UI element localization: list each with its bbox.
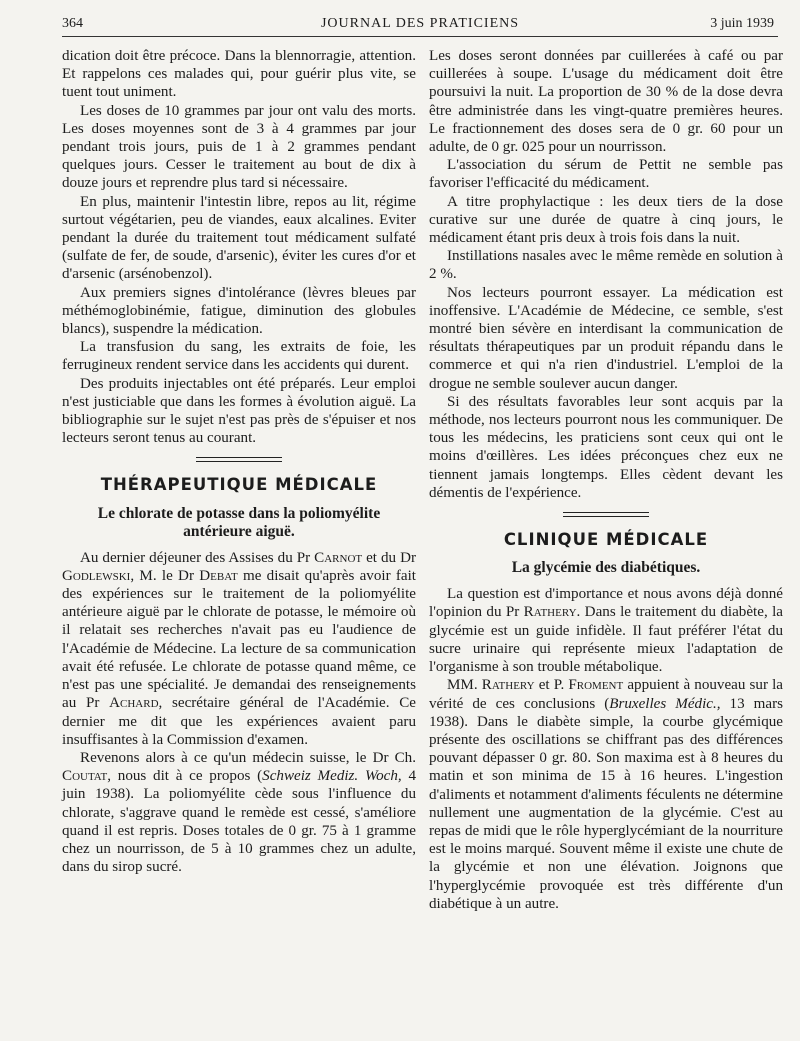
paragraph: A titre prophylactique : les deux tiers de la dose curative sur une durée de quatre à cinq jours, le médicament étant pris deux à trois fois dans la nuit.: [429, 193, 783, 247]
paragraph: Les doses de 10 grammes par jour ont valu des morts. Les doses moyennes sont de 3 à 4 grammes par jour pendant trois jours, puis de 1 à 2 grammes pendant quelques jours. Cesser le traitement au bout de dix à douze jours et reprendre plus tard si nécessaire.: [62, 102, 416, 192]
section-title: THÉRAPEUTIQUE MÉDICALE: [100, 475, 378, 495]
journal-reference: Schweiz Mediz. Woch,: [262, 768, 402, 785]
article-title: Le chlorate de potasse dans la poliomyélite antérieure aiguë.: [97, 504, 381, 540]
paragraph: dication doit être précoce. Dans la blennorragie, attention. Et rappelons ces malades qui, pour guérir plus vite, se tuent tout uniment.: [62, 48, 416, 101]
author-name: Coutat: [62, 768, 108, 785]
paragraph: Les doses seront données par cuillerées à café ou par cuillerées à soupe. L'usage du médicament doit être poursuivi la nuit. La proportion de 30 % de la dose devra être administrée dans les vingt-quatre premières heures. Le fractionnement des doses sera de 0 gr. 60 pour un adulte, de 0 gr. 025 pour un nourrisson.: [429, 48, 783, 156]
author-name: Debat: [199, 567, 238, 584]
paragraph: Au dernier déjeuner des Assises du Pr Carnot et du Dr Godlewski, M. le Dr Debat me disait qu'après avoir fait des expériences sur le traitement de la poliomyélite antérieure aiguë par le chlorate de potasse, le mémoire où il relatait ses recherches n'avait pas eu l'audience de l'Académie de Médecine. La lecture de sa communication avait été refusée. Le chlorate de potasse quand même, ce n'est pas une spécialité. Je demandai des renseignements au Pr Achard, secrétaire général de l'Académie. Ce dernier me dit que les expériences avaient paru insuffisantes à la Commission d'examen.: [62, 549, 417, 748]
paragraph: La question est d'importance et nous avons déjà donné l'opinion du Pr Rathery. Dans le traitement du diabète, la glycémie est un guide infidèle. Il faut préférer l'état du sucre urinaire qui représente mieux l'adaptation de l'organisme à son trouble métabolique.: [429, 586, 783, 676]
paragraph: Des produits injectables ont été préparés. Leur emploi n'est justiciable que dans les formes à évolution aiguë. La bibliographie sur le sujet n'est pas près de s'épuiser et nos lecteurs seront tenus au courant.: [62, 375, 416, 447]
right-column: [429, 47, 783, 913]
author-name: Godlewski: [62, 567, 131, 584]
section-divider: [563, 512, 649, 517]
journal-reference: Bruxelles Médic.,: [609, 695, 721, 712]
paragraph: L'association du sérum de Pettit ne semble pas favoriser l'efficacité du médicament.: [429, 157, 783, 192]
paragraph: Instillations nasales avec le même remède en solution à 2 %.: [429, 248, 783, 283]
author-name: Rathery: [481, 677, 535, 694]
paragraph: MM. Rathery et P. Froment appuient à nouveau sur la vérité de ces conclusions (Bruxelles Médic., 13 mars 1938). Dans le diabète simple, la courbe glycémique présente des oscillations se chiffrant pas des différences pouvant dépasser 0 gr. 80. Son maxima est à 8 heures du matin et son minima de 15 à 16 heures. L'ingestion d'aliments et notamment d'aliments féculents ne détermine nullement une augmentation de la glycémie. C'est au repas de midi que le rôle hyperglycémiant de la nourriture est le moins marqué. Souvent même il existe une chute de la glycémie et non une élévation. Joignons que l'hyperglycémie provoquée est très différente d'un diabétique à un autre.: [429, 677, 783, 912]
author-name: Rathery: [523, 604, 577, 621]
page-header: [62, 14, 778, 37]
paragraph: Nos lecteurs pourront essayer. La médication est inoffensive. L'Académie de Médecine, ce semble, s'est montré bien sévère en interdisant la communication de résultats thérapeutiques par un produit répandu dans le commerce et qui n'a rien d'industriel. L'emploi de la drogue ne semble soulever aucun danger.: [429, 284, 783, 392]
paragraph: Aux premiers signes d'intolérance (lèvres bleues par méthémoglobinémie, fatigue, diminution des globules blancs), suspendre la médication.: [62, 284, 416, 338]
paragraph: Si des résultats favorables leur sont acquis par la méthode, nos lecteurs pourront nous les communiquer. De tous les médecins, les praticiens sont ceux qui ont le moins d'œillères. Les idées préconçues chez eux ne tiennent jamais longtemps. Elles cèdent devant les démentis de l'expérience.: [429, 393, 783, 501]
issue-date: 3 juin 1939: [710, 16, 774, 31]
paragraph: Revenons alors à ce qu'un médecin suisse, le Dr Ch. Coutat, nous dit à ce propos (Schweiz Mediz. Woch, 4 juin 1938). La poliomyélite cède sous l'influence du chlorate, s'aggrave quand le remède est cessé, s'améliore quand il est repris. Doses totales de 0 gr. 75 à 1 gramme chez un nourrisson, de 5 à 10 grammes chez un adulte, dans du sirop sucré.: [62, 749, 417, 876]
page-number: 364: [62, 16, 83, 31]
author-name: Froment: [568, 677, 624, 694]
left-column: [62, 47, 416, 876]
author-name: Carnot: [314, 549, 363, 566]
journal-title: JOURNAL DES PRATICIENS: [320, 16, 520, 31]
author-name: Achard: [109, 695, 159, 712]
article-title: La glycémie des diabétiques.: [511, 559, 701, 577]
section-title: CLINIQUE MÉDICALE: [503, 530, 709, 550]
section-divider: [196, 457, 282, 462]
paragraph: En plus, maintenir l'intestin libre, repos au lit, régime surtout végétarien, peu de viandes, eaux alcalines. Eviter pendant la durée du traitement tout médicament sulfaté (sulfate de fer, de soude, d'arsenic), éviter les cures d'or et d'arsenic (arsénobenzol).: [62, 193, 416, 283]
paragraph: La transfusion du sang, les extraits de foie, les ferrugineux rendent service dans les accidents qui durent.: [62, 339, 416, 374]
